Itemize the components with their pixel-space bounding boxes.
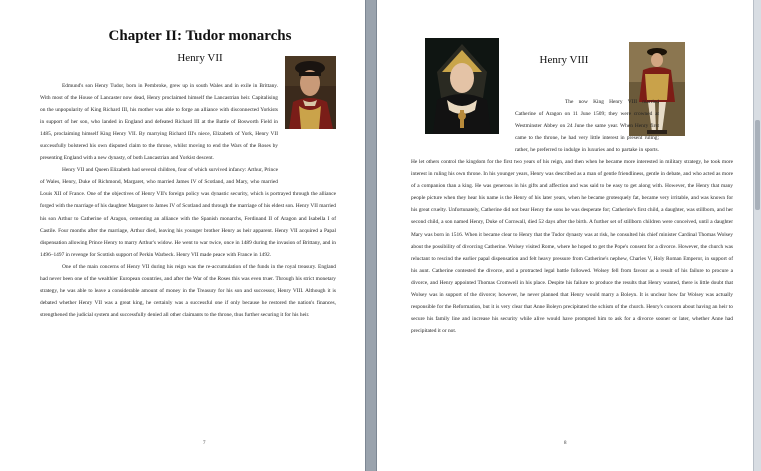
paragraph: One of the main concerns of Henry VII during his reign was the re-accumulation of the funds in the royal treasury. England had never been one of the wealthier European countries, and after the War of the Roses this was even truer. Through his strict monetary strategy, he was able to leave a considerable amount of money in the Treasury for his son and successor, Henry VIII. Although it is debated whether Henry VII was a great king, he certainly was a successful one if only because he restored the nation's finances, strengthened the judicial system and successfully denied all other claimants to the throne, thus further securing it for his heir. — [40, 263, 336, 318]
paragraph: Edmund's son Henry Tudor, born in Pembroke, grew up in south Wales and in exile in Brittany. With most of the House of Lancaster now dead, Henry proclaimed himself the Lancastrian heir. Capitalising on the unpopularity of King Richard III, his mother was able to forge an alliance with disconnected Yorkists in support of her son, who landed in England and defeated Richard III at the Battle of Bosworth Field in 1485, proclaiming himself King Henry VII. By marrying Richard III's niece, Elizabeth of York, Henry VII successfully bolstered his own disputed claim to the throne, whilst moving to end the Wars of the Roses by presenting England with a new dynasty, of both Lancastrian and Yorkist descent. — [40, 83, 278, 162]
henry-viii-text — [411, 96, 733, 337]
page-7 — [0, 0, 366, 471]
paragraph: Henry VII and Queen Elizabeth had several children, four of which survived infancy: Arthur, Prince of Wales, Henry, Duke of Richmond, Margaret, who married James IV of Scotland, and Mary, who married Louis XII of France. One of the objectives of Henry VII's foreign policy was dynastic security, which is portrayed through the alliance forged with the marriage of his daughter Margaret to James IV of Scotland and through the marriage of his eldest son. Henry VII married his son Arthur to Catherine of Aragon, cementing an alliance with the Spanish monarchs, Ferdinand II of Aragon and Isabella I of Castile. Four months after the marriage, Arthur died, leaving his younger brother Henry as heir apparent. Henry VII acquired a Papal dispensation allowing Prince Henry to marry Arthur's widow. He went to war twice, once in 1489 during the invasion of Brittany, and in 1496–1497 in revenge for Scottish support of Perkin Warbeck. Henry VII made peace with France in 1492. — [40, 167, 337, 258]
scrollbar-thumb[interactable] — [755, 120, 760, 210]
paragraph: The now King Henry VIII married Catherine of Aragon on 11 June 1509; they were crowned at Westminster Abbey on 24 June the same year. When Henry first came to the throne, he had very little interest in present ruling; rather, he preferred to indulge in luxuries and to partake in sports. He let others control the kingdom for the first two years of his reign, and then when he became more interested in military strategy, he took more interest in ruling his own throne. In his younger years, Henry was described as a man of gentle friendliness, gentle in debate, and who acted as more of a companion than a king. He was generous in his gifts and affection and was said to be easy to get along with. However, the Henry that many people picture when they hear his name is the Henry of his later years, when he became grotesquely fat, became very irritable, and was known for his great cruelty. Unfortunately, Catherine did not bear Henry the sons he was desperate for; Catherine's first child, a daughter, was stillborn, and her second child, a son named Henry, Duke of Cornwall, died 52 days after the birth. A further set of stillborn children were conceived, until a daughter Mary was born in 1516. When it became clear to Henry that the Tudor dynasty was at risk, he consulted his chief minister Cardinal Thomas Wolsey about the possibility of divorcing Catherine. Wolsey visited Rome, where he hoped to get the Pope's consent for a divorce. However, the church was reluctant to rescind the earlier papal dispensation and felt heavy pressure from Catherine's nephew, Charles V, Holy Roman Emperor, in support of his aunt. Catherine contested the divorce, and a protracted legal battle followed. Wolsey fell from favour as a result of his failure to procure a divorce, and Henry appointed Thomas Cromwell in his place. Despite his failure to produce the results that Henry wanted, there is little doubt that Wolsey was in support of the divorce; however, he never planned that Henry would marry a Boleyn. It is unclear how far Wolsey was actually responsible for the Reformation, but it is very clear that Anne Boleyn precipitated the schism of the church. Henry's concern about having an heir to secure his family line and increase his security while alive would have prompted him to ask for a divorce sooner or later, whether Anne had precipitated it or not. — [411, 99, 733, 334]
section-title-henry-viii: Henry VIII — [539, 54, 589, 66]
henry-vii-text — [40, 80, 336, 321]
page-number: 7 — [203, 441, 206, 446]
vertical-scrollbar[interactable] — [753, 0, 761, 471]
section-title-henry-vii: Henry VII — [177, 52, 223, 64]
page-8 — [376, 0, 754, 471]
page-gap — [366, 0, 376, 471]
chapter-title: Chapter II: Tudor monarchs — [108, 28, 292, 44]
page-number: 8 — [564, 441, 567, 446]
